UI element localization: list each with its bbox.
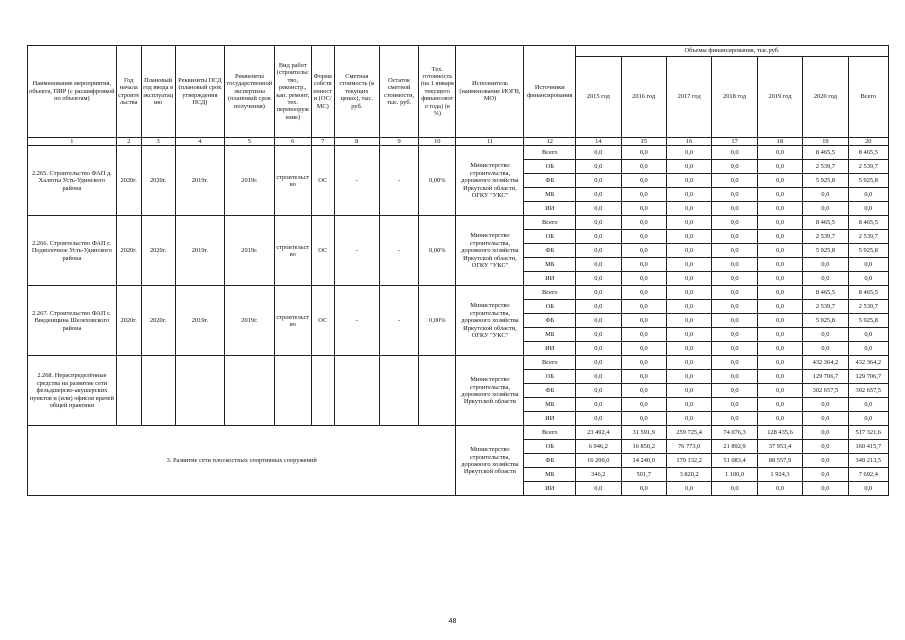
- header-year-2016: 2016 год: [621, 57, 666, 138]
- ownership-form: ОС: [311, 286, 334, 356]
- funding-value: 8 465,5: [848, 216, 888, 230]
- funding-value: 0,0: [576, 188, 621, 202]
- funding-value: 0,0: [666, 398, 711, 412]
- funding-value: 0,0: [621, 300, 666, 314]
- table-row: [28, 146, 889, 160]
- header-expertise: Реквизиты государственной экспертизы (плановый срок получения): [225, 46, 275, 138]
- section-executor: Министерство строительства, дорожного хозяйства Иркутской области: [456, 426, 524, 496]
- funding-value: 0,0: [803, 272, 848, 286]
- funding-value: 0,0: [621, 286, 666, 300]
- funding-value: 0,0: [848, 272, 888, 286]
- commission-year: 2020г.: [141, 146, 175, 216]
- funding-value: 5 925,8: [803, 314, 848, 328]
- funding-value: 0,0: [666, 370, 711, 384]
- funding-value: 129 706,7: [803, 370, 848, 384]
- funding-value: 0,0: [576, 384, 621, 398]
- header-funding-volume: Объемы финансирования, тыс.руб.: [576, 46, 889, 57]
- funding-value: 0,0: [621, 216, 666, 230]
- funding-value: 0,0: [666, 230, 711, 244]
- executor: Министерство строительства, дорожного хозяйства Иркутской области, ОГКУ "УКС": [456, 286, 524, 356]
- funding-value: 0,0: [803, 188, 848, 202]
- funding-value: 0,0: [712, 272, 757, 286]
- funding-value: 31 591,9: [621, 426, 666, 440]
- funding-value: 0,0: [757, 174, 802, 188]
- funding-value: 0,0: [666, 258, 711, 272]
- expertise-date: 2019г.: [225, 286, 275, 356]
- table-row: [28, 426, 889, 440]
- funding-value: 6 946,2: [576, 440, 621, 454]
- column-number: 9: [379, 138, 418, 146]
- funding-value: 0,0: [621, 202, 666, 216]
- work-type: строительство: [274, 216, 311, 286]
- funding-value: 0,0: [576, 160, 621, 174]
- header-year-2015: 2015 год: [576, 57, 621, 138]
- funding-value: 0,0: [803, 342, 848, 356]
- funding-value: 0,0: [576, 272, 621, 286]
- expertise-date: 2019г.: [225, 216, 275, 286]
- funding-value: 0,0: [666, 202, 711, 216]
- funding-value: 23 492,4: [576, 426, 621, 440]
- object-name: 2.268. Нераспределённые средства на развитие сети фельдшерско-акушерских пунктов и (или) офисов врачей общей практики: [28, 356, 117, 426]
- column-number: 15: [621, 138, 666, 146]
- funding-value: 0,0: [757, 370, 802, 384]
- funding-value: 302 657,5: [848, 384, 888, 398]
- funding-source: ФБ: [524, 174, 576, 188]
- funding-value: 501,7: [621, 468, 666, 482]
- funding-value: 0,0: [848, 482, 888, 496]
- table-body: [28, 146, 889, 496]
- table-row: [28, 356, 889, 370]
- funding-value: 0,0: [803, 426, 848, 440]
- funding-value: 0,0: [757, 202, 802, 216]
- funding-value: 0,0: [757, 188, 802, 202]
- funding-value: 0,0: [757, 146, 802, 160]
- column-number: 8: [334, 138, 379, 146]
- funding-value: 8 465,5: [848, 146, 888, 160]
- funding-value: 0,0: [621, 328, 666, 342]
- funding-value: 179 132,2: [666, 454, 711, 468]
- remaining-cost: -: [379, 216, 418, 286]
- funding-source: ОБ: [524, 370, 576, 384]
- header-readiness: Тех. готовность (на 1 января текущего финансового года) (в %): [419, 46, 456, 138]
- executor: Министерство строительства, дорожного хозяйства Иркутской области, ОГКУ "УКС": [456, 146, 524, 216]
- object-name: 2.267. Строительство ФАП с. Введенщина Шелеховского района: [28, 286, 117, 356]
- funding-value: 0,0: [621, 342, 666, 356]
- funding-value: 0,0: [576, 146, 621, 160]
- funding-value: 0,0: [666, 328, 711, 342]
- column-number: 7: [311, 138, 334, 146]
- funding-value: 0,0: [666, 244, 711, 258]
- funding-value: 5 925,8: [803, 174, 848, 188]
- column-number: 3: [141, 138, 175, 146]
- funding-value: 2 539,7: [803, 160, 848, 174]
- funding-value: 0,0: [621, 412, 666, 426]
- funding-value: 76 773,0: [666, 440, 711, 454]
- start-year: 2020г.: [116, 146, 141, 216]
- estimated-cost: -: [334, 216, 379, 286]
- funding-value: 0,0: [666, 146, 711, 160]
- funding-value: 0,0: [712, 300, 757, 314]
- funding-value: 0,0: [712, 258, 757, 272]
- funding-value: 5 925,8: [803, 244, 848, 258]
- funding-value: 0,0: [712, 370, 757, 384]
- funding-value: 0,0: [757, 216, 802, 230]
- funding-value: 0,0: [757, 384, 802, 398]
- column-number: 4: [175, 138, 225, 146]
- funding-value: 0,0: [666, 412, 711, 426]
- funding-value: 0,0: [848, 202, 888, 216]
- funding-value: 37 953,4: [757, 440, 802, 454]
- funding-source: ОБ: [524, 440, 576, 454]
- funding-value: 0,0: [576, 174, 621, 188]
- funding-value: 0,0: [576, 342, 621, 356]
- funding-value: 0,0: [576, 314, 621, 328]
- funding-value: 0,0: [621, 272, 666, 286]
- funding-source: ФБ: [524, 314, 576, 328]
- funding-value: 0,0: [666, 342, 711, 356]
- executor: Министерство строительства, дорожного хозяйства Иркутской области: [456, 356, 524, 426]
- funding-value: 0,0: [712, 356, 757, 370]
- funding-value: 0,0: [621, 356, 666, 370]
- funding-value: 0,0: [757, 314, 802, 328]
- funding-value: 0,0: [666, 272, 711, 286]
- funding-value: 8 465,5: [803, 146, 848, 160]
- object-name: 2.266. Строительство ФАП с. Подволочное Усть-Удинского района: [28, 216, 117, 286]
- funding-value: 0,0: [621, 398, 666, 412]
- funding-value: 0,0: [712, 314, 757, 328]
- column-number: 14: [576, 138, 621, 146]
- funding-value: 0,0: [712, 244, 757, 258]
- psd-date: 2019г.: [175, 286, 225, 356]
- funding-value: 0,0: [848, 188, 888, 202]
- funding-value: 0,0: [712, 188, 757, 202]
- funding-value: 0,0: [576, 258, 621, 272]
- funding-value: 16 200,0: [576, 454, 621, 468]
- remaining-cost: -: [379, 286, 418, 356]
- funding-value: 0,0: [848, 342, 888, 356]
- header-year-2020: 2020 год: [803, 57, 848, 138]
- funding-value: 160 415,7: [848, 440, 888, 454]
- funding-value: 0,0: [666, 174, 711, 188]
- readiness: [419, 356, 456, 426]
- funding-source: Всего: [524, 426, 576, 440]
- psd-date: 2019г.: [175, 146, 225, 216]
- funding-value: 129 706,7: [848, 370, 888, 384]
- funding-value: 0,0: [621, 314, 666, 328]
- commission-year: 2020г.: [141, 216, 175, 286]
- funding-value: 0,0: [712, 216, 757, 230]
- funding-value: 1 924,3: [757, 468, 802, 482]
- estimated-cost: [334, 356, 379, 426]
- psd-date: 2019г.: [175, 216, 225, 286]
- header-work-type: Вид работ (строительство, реконстр., кап. ремонт, тех. перевооружение): [274, 46, 311, 138]
- funding-source: Всего: [524, 146, 576, 160]
- funding-value: 0,0: [666, 188, 711, 202]
- funding-value: 0,0: [576, 482, 621, 496]
- funding-value: 0,0: [666, 300, 711, 314]
- commission-year: 2020г.: [141, 286, 175, 356]
- funding-value: 88 557,9: [757, 454, 802, 468]
- funding-value: 0,0: [757, 342, 802, 356]
- funding-value: 0,0: [621, 384, 666, 398]
- funding-value: 0,0: [576, 244, 621, 258]
- funding-value: 0,0: [576, 286, 621, 300]
- funding-value: 0,0: [576, 230, 621, 244]
- funding-value: 0,0: [848, 258, 888, 272]
- funding-value: 0,0: [757, 286, 802, 300]
- funding-value: 0,0: [712, 160, 757, 174]
- funding-value: 0,0: [712, 146, 757, 160]
- funding-value: 0,0: [803, 258, 848, 272]
- funding-value: 0,0: [712, 230, 757, 244]
- column-number: 19: [803, 138, 848, 146]
- funding-value: 0,0: [712, 412, 757, 426]
- funding-value: 2 539,7: [848, 230, 888, 244]
- funding-value: 128 435,6: [757, 426, 802, 440]
- funding-value: 0,0: [666, 286, 711, 300]
- ownership-form: [311, 356, 334, 426]
- funding-value: 0,0: [576, 202, 621, 216]
- expertise-date: [225, 356, 275, 426]
- funding-value: 0,0: [576, 300, 621, 314]
- section-title: 3. Развитие сети плоскостных спортивных сооружений: [28, 426, 456, 496]
- funding-value: 0,0: [621, 160, 666, 174]
- page-number: 48: [448, 618, 457, 625]
- funding-value: 0,0: [803, 398, 848, 412]
- remaining-cost: -: [379, 146, 418, 216]
- expertise-date: 2019г.: [225, 146, 275, 216]
- column-number: 17: [712, 138, 757, 146]
- funding-value: 0,0: [712, 384, 757, 398]
- funding-value: 0,0: [848, 328, 888, 342]
- funding-value: 0,0: [576, 216, 621, 230]
- funding-source: ИИ: [524, 412, 576, 426]
- work-type: строительство: [274, 286, 311, 356]
- header-name: Наименование мероприятия, объекта, ПИР (с расшифровкой по объектам): [28, 46, 117, 138]
- funding-value: 0,0: [757, 328, 802, 342]
- funding-value: 0,0: [621, 230, 666, 244]
- funding-value: 14 240,0: [621, 454, 666, 468]
- funding-value: 0,0: [757, 230, 802, 244]
- header-ownership: Форма собственности (ОС/МС): [311, 46, 334, 138]
- funding-value: 1 100,0: [712, 468, 757, 482]
- start-year: [116, 356, 141, 426]
- funding-value: 2 539,7: [803, 300, 848, 314]
- psd-date: [175, 356, 225, 426]
- column-number: 6: [274, 138, 311, 146]
- remaining-cost: [379, 356, 418, 426]
- funding-value: 0,0: [712, 174, 757, 188]
- funding-value: 0,0: [803, 440, 848, 454]
- header-remaining-cost: Остаток сметной стоимости, тыс. руб.: [379, 46, 418, 138]
- funding-value: 2 539,7: [848, 160, 888, 174]
- header-total: Всего: [848, 57, 888, 138]
- work-type: [274, 356, 311, 426]
- funding-value: 349 213,5: [848, 454, 888, 468]
- column-number: 12: [524, 138, 576, 146]
- funding-value: 21 892,9: [712, 440, 757, 454]
- column-number: 5: [225, 138, 275, 146]
- funding-value: 0,0: [757, 258, 802, 272]
- funding-value: 0,0: [621, 482, 666, 496]
- funding-source: МБ: [524, 328, 576, 342]
- funding-source: ФБ: [524, 384, 576, 398]
- funding-value: 517 321,6: [848, 426, 888, 440]
- column-number: 11: [456, 138, 524, 146]
- funding-value: 0,0: [712, 482, 757, 496]
- funding-value: 0,0: [757, 482, 802, 496]
- header-start-year: Год начала строительства: [116, 46, 141, 138]
- ownership-form: ОС: [311, 216, 334, 286]
- table-row: [28, 216, 889, 230]
- funding-value: 5 925,8: [848, 174, 888, 188]
- funding-source: ОБ: [524, 230, 576, 244]
- header-year-2017: 2017 год: [666, 57, 711, 138]
- column-numbers-row: [28, 138, 889, 146]
- funding-value: 0,0: [621, 146, 666, 160]
- funding-value: 2 539,7: [848, 300, 888, 314]
- executor: Министерство строительства, дорожного хозяйства Иркутской области, ОГКУ "УКС": [456, 216, 524, 286]
- funding-value: 0,0: [757, 300, 802, 314]
- start-year: 2020г.: [116, 286, 141, 356]
- object-name: 2.265. Строительство ФАП д. Халюты Усть-Удинского района: [28, 146, 117, 216]
- readiness: 0,00%: [419, 216, 456, 286]
- funding-value: 0,0: [576, 370, 621, 384]
- funding-value: 0,0: [666, 216, 711, 230]
- table-row: [28, 286, 889, 300]
- ownership-form: ОС: [311, 146, 334, 216]
- work-type: строительство: [274, 146, 311, 216]
- funding-source: ОБ: [524, 300, 576, 314]
- funding-source: Всего: [524, 286, 576, 300]
- funding-value: 0,0: [757, 244, 802, 258]
- funding-value: 0,0: [621, 258, 666, 272]
- funding-value: 0,0: [803, 454, 848, 468]
- funding-source: ИИ: [524, 482, 576, 496]
- funding-value: 0,0: [803, 482, 848, 496]
- funding-value: 0,0: [712, 328, 757, 342]
- funding-source: ИИ: [524, 202, 576, 216]
- funding-value: 0,0: [621, 244, 666, 258]
- header-executor: Исполнитель (наименование ИОГВ, МО): [456, 46, 524, 138]
- funding-value: 0,0: [621, 370, 666, 384]
- funding-value: 0,0: [666, 482, 711, 496]
- funding-source: ФБ: [524, 244, 576, 258]
- funding-value: 51 083,4: [712, 454, 757, 468]
- header-year-2019: 2019 год: [757, 57, 802, 138]
- funding-value: 0,0: [803, 202, 848, 216]
- funding-value: 0,0: [666, 314, 711, 328]
- funding-value: 0,0: [803, 412, 848, 426]
- funding-value: 0,0: [666, 160, 711, 174]
- funding-value: 0,0: [757, 412, 802, 426]
- financing-table-sheet: [27, 45, 889, 496]
- funding-value: 0,0: [848, 412, 888, 426]
- estimated-cost: -: [334, 286, 379, 356]
- funding-value: 0,0: [757, 398, 802, 412]
- column-number: 10: [419, 138, 456, 146]
- funding-source: МБ: [524, 258, 576, 272]
- funding-source: МБ: [524, 398, 576, 412]
- funding-source: МБ: [524, 468, 576, 482]
- funding-value: 0,0: [576, 356, 621, 370]
- header-commission-year: Плановый год ввода в эксплуатацию: [141, 46, 175, 138]
- funding-value: 2 539,7: [803, 230, 848, 244]
- funding-source: Всего: [524, 216, 576, 230]
- commission-year: [141, 356, 175, 426]
- funding-value: 74 076,3: [712, 426, 757, 440]
- funding-value: 0,0: [712, 342, 757, 356]
- funding-value: 0,0: [666, 384, 711, 398]
- funding-value: 5 925,8: [848, 314, 888, 328]
- funding-value: 0,0: [666, 356, 711, 370]
- funding-value: 259 725,4: [666, 426, 711, 440]
- funding-value: 302 657,5: [803, 384, 848, 398]
- funding-source: ФБ: [524, 454, 576, 468]
- funding-value: 16 850,2: [621, 440, 666, 454]
- funding-value: 5 925,8: [848, 244, 888, 258]
- funding-source: Всего: [524, 356, 576, 370]
- funding-value: 432 364,2: [803, 356, 848, 370]
- header-funding-source: Источники финансирования: [524, 46, 576, 138]
- funding-value: 7 692,4: [848, 468, 888, 482]
- funding-value: 0,0: [757, 272, 802, 286]
- funding-value: 0,0: [576, 398, 621, 412]
- funding-value: 0,0: [803, 328, 848, 342]
- funding-value: 8 465,5: [848, 286, 888, 300]
- column-number: 18: [757, 138, 802, 146]
- funding-value: 0,0: [757, 160, 802, 174]
- header-year-2018: 2018 год: [712, 57, 757, 138]
- header-estimated-cost: Сметная стоимость (в текущих ценах), тыс. руб.: [334, 46, 379, 138]
- column-number: 1: [28, 138, 117, 146]
- readiness: 0,00%: [419, 286, 456, 356]
- column-number: 2: [116, 138, 141, 146]
- funding-value: 0,0: [621, 174, 666, 188]
- funding-value: 8 465,5: [803, 286, 848, 300]
- funding-value: 0,0: [848, 398, 888, 412]
- funding-value: 8 465,5: [803, 216, 848, 230]
- financing-table: [27, 45, 889, 496]
- funding-value: 0,0: [712, 286, 757, 300]
- funding-value: 3 820,2: [666, 468, 711, 482]
- funding-value: 0,0: [803, 468, 848, 482]
- readiness: 0,00%: [419, 146, 456, 216]
- estimated-cost: -: [334, 146, 379, 216]
- funding-source: ИИ: [524, 272, 576, 286]
- funding-source: ОБ: [524, 160, 576, 174]
- funding-value: 0,0: [576, 412, 621, 426]
- funding-source: ИИ: [524, 342, 576, 356]
- funding-value: 432 364,2: [848, 356, 888, 370]
- funding-value: 0,0: [712, 398, 757, 412]
- column-number: 16: [666, 138, 711, 146]
- funding-value: 0,0: [757, 356, 802, 370]
- start-year: 2020г.: [116, 216, 141, 286]
- funding-source: МБ: [524, 188, 576, 202]
- funding-value: 0,0: [712, 202, 757, 216]
- funding-value: 0,0: [576, 328, 621, 342]
- column-number: 20: [848, 138, 888, 146]
- header-psd: Реквизиты ПСД (плановый срок утверждения ПСД): [175, 46, 225, 138]
- funding-value: 0,0: [621, 188, 666, 202]
- funding-value: 346,2: [576, 468, 621, 482]
